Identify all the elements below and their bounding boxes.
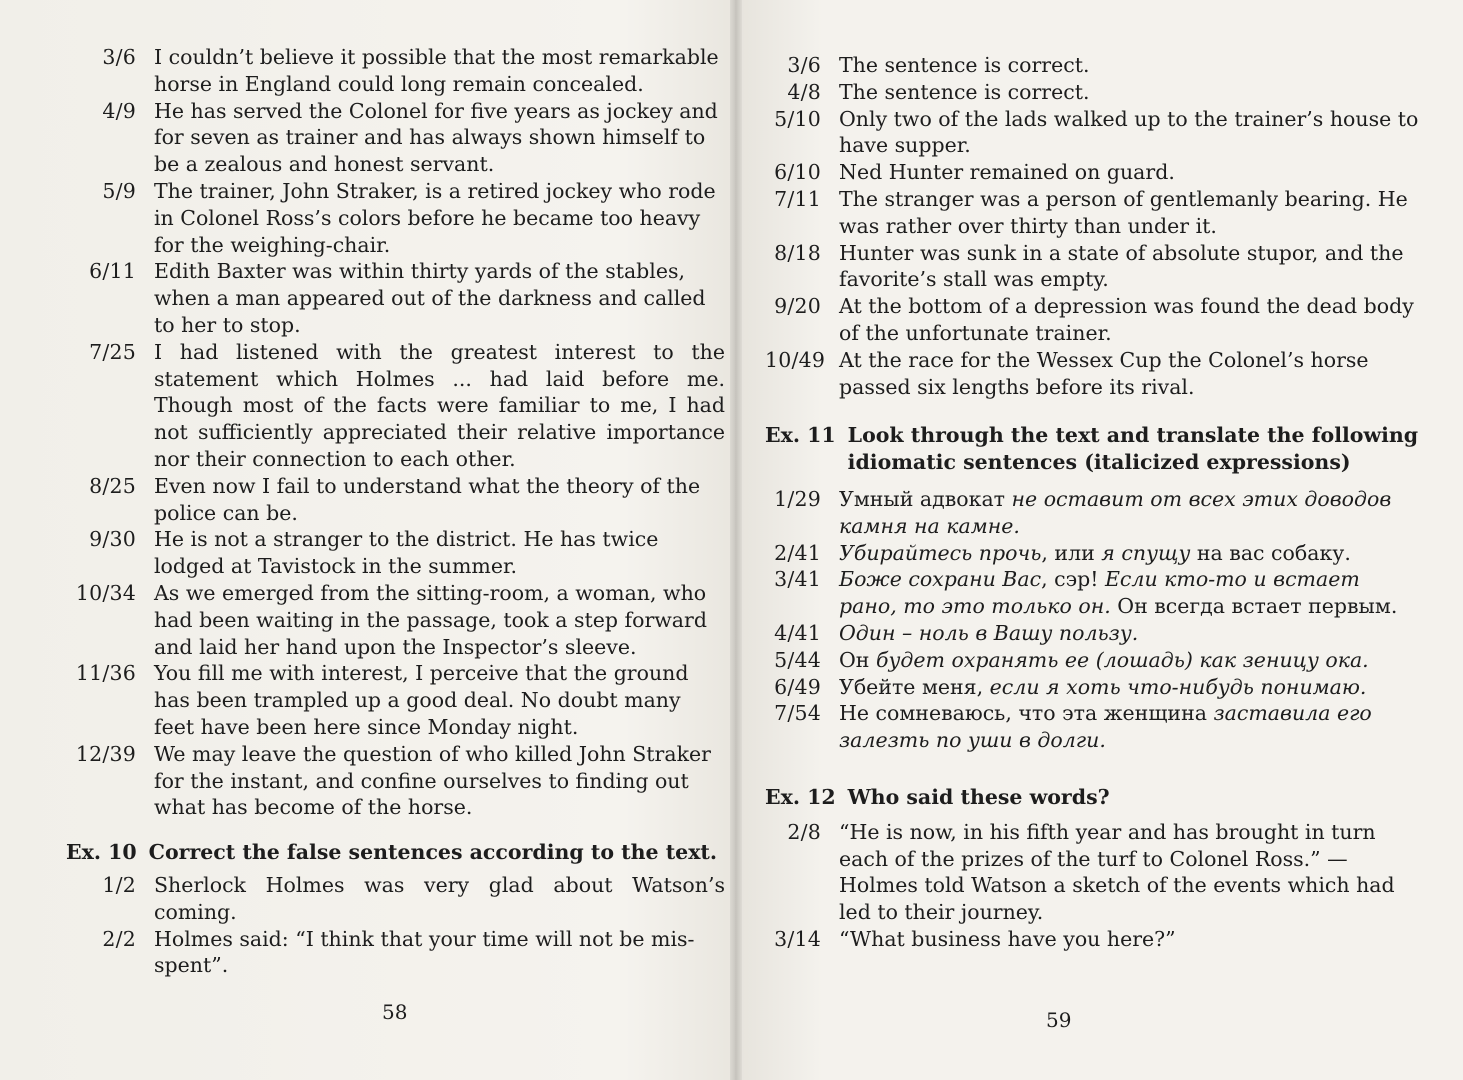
idiom-text: я спущу xyxy=(1101,540,1191,565)
list-item xyxy=(765,926,1423,953)
phrase-text: на вас собаку. xyxy=(1190,540,1351,565)
entry-text: Sherlock Holmes was very glad about Watson’s coming. xyxy=(154,872,725,924)
entry-text: Only two of the lads walked up to the trainer’s house to have supper. xyxy=(839,106,1419,158)
entry-number: 3/6 xyxy=(787,53,821,77)
entry-number: 9/30 xyxy=(89,527,136,552)
entry-number: 2/2 xyxy=(102,926,136,951)
list-item xyxy=(765,106,1423,160)
list-item xyxy=(765,566,1423,620)
entry-text: The sentence is correct. xyxy=(839,53,1090,77)
list-item xyxy=(66,473,725,527)
entry-text: The stranger was a person of gentlemanly bearing. He was rather over thirty than under it. xyxy=(839,186,1408,238)
entry-number: 4/9 xyxy=(102,98,136,123)
entry-number: 1/29 xyxy=(774,486,821,511)
list-item xyxy=(66,258,725,338)
entry-text: “What business have you here?” xyxy=(839,926,1176,951)
entry-number: 10/34 xyxy=(75,580,136,605)
entry-text: You fill me with interest, I perceive that the ground has been trampled up a good deal. No doubt many feet have been here since Monday night. xyxy=(154,661,689,739)
exercise-entries xyxy=(765,486,1423,754)
page-number: 59 xyxy=(1046,1008,1072,1032)
entry-list xyxy=(765,52,1423,400)
entry-text: At the race for the Wessex Cup the Colonel’s horse passed six lengths before its rival. xyxy=(839,347,1369,399)
idiom-text: Убирайтесь прочь xyxy=(839,540,1042,565)
entry-number: 12/39 xyxy=(75,741,136,766)
list-item xyxy=(66,44,725,98)
idiom-text: если я хоть что-нибудь понимаю. xyxy=(989,674,1367,699)
entry-text: Holmes said: “I think that your time will not be mis-spent”. xyxy=(154,926,695,978)
phrase-text: Убейте меня, xyxy=(839,674,990,699)
list-item xyxy=(765,620,1423,647)
entry-list xyxy=(66,44,725,821)
entry-text: Even now I fail to understand what the theory of the police can be. xyxy=(154,473,701,525)
entry-text: I had listened with the greatest interest to the statement which Holmes ... had laid before me. Though most of the facts were familiar to me, I had not sufficiently appreciated their relative importance nor their connection to each other. xyxy=(154,339,725,471)
entry-number: 8/25 xyxy=(89,473,136,498)
list-item xyxy=(765,486,1423,540)
entry-text: Edith Baxter was within thirty yards of the stables, when a man appeared out of the darkness and called to her to stop. xyxy=(154,259,706,337)
list-item xyxy=(765,674,1423,701)
exercise-title: Who said these words? xyxy=(847,784,1110,809)
exercise-label: Ex. 12 xyxy=(765,784,836,809)
phrase-text: Он xyxy=(839,647,876,672)
phrase-text: Он всегда встает первым. xyxy=(1110,594,1398,619)
idiom-text: Боже сохрани Вас xyxy=(839,567,1042,592)
list-item xyxy=(765,819,1423,926)
list-item xyxy=(66,339,725,473)
list-item xyxy=(765,540,1423,567)
list-item xyxy=(66,872,725,926)
exercise-heading xyxy=(66,839,725,866)
book-spine xyxy=(730,0,742,1080)
entry-number: 5/10 xyxy=(774,106,821,131)
exercise-title: Correct the false sentences according to the text. xyxy=(148,840,718,865)
list-item xyxy=(66,178,725,258)
exercise-entries xyxy=(765,819,1423,953)
entry-number: 7/54 xyxy=(774,701,821,726)
entry-number: 6/11 xyxy=(89,259,136,284)
entry-text: Ned Hunter remained on guard. xyxy=(839,160,1175,185)
entry-text: “He is now, in his fifth year and has brought in turn each of the prizes of the turf to Colonel Ross.” — Holmes told Watson a sketch of the events which had led to their journey. xyxy=(839,819,1395,925)
entry-number: 4/8 xyxy=(787,79,821,104)
list-item xyxy=(765,700,1423,754)
entry-number: 8/18 xyxy=(774,240,821,265)
entry-number: 4/41 xyxy=(774,620,821,645)
entry-number: 9/20 xyxy=(774,294,821,319)
idiom-text: Если кто-то и встает рано, то это только он. xyxy=(839,567,1360,619)
entry-number: 2/8 xyxy=(787,819,821,844)
list-item xyxy=(765,79,1423,106)
entry-text: Hunter was sunk in a state of absolute stupor, and the favorite’s stall was empty. xyxy=(839,240,1404,292)
exercise-label: Ex. 10 xyxy=(66,840,137,865)
phrase-text: Не сомневаюсь, что эта женщина xyxy=(839,701,1214,726)
idiom-text: Один – ноль в Вашу пользу. xyxy=(839,620,1139,645)
entry-text: He has served the Colonel for five years as jockey and for seven as trainer and has always shown himself to be a zealous and honest servant. xyxy=(154,98,718,177)
list-item xyxy=(66,741,725,821)
exercise-title: Look through the text and translate the following idiomatic sentences (italicized expressions) xyxy=(847,423,1419,475)
entry-number: 7/11 xyxy=(774,186,821,211)
entry-text: The trainer, John Straker, is a retired jockey who rode in Colonel Ross’s colors before he became too heavy for the weighing-chair. xyxy=(154,178,716,257)
entry-number: 5/9 xyxy=(102,178,136,203)
list-item xyxy=(66,98,725,178)
list-item xyxy=(66,526,725,580)
phrase-text: , или xyxy=(1041,540,1102,565)
page-number: 58 xyxy=(382,1000,408,1024)
list-item xyxy=(765,186,1423,240)
idiom-text: не оставит от всех этих доводов камня на камне. xyxy=(839,486,1392,538)
idiom-text: заставила его залезть по уши в долги. xyxy=(839,701,1372,753)
entry-number: 2/41 xyxy=(774,540,821,565)
entry-text: We may leave the question of who killed John Straker for the instant, and confine ourselves to finding out what has become of the horse. xyxy=(154,741,711,820)
entry-text: At the bottom of a depression was found the dead body of the unfortunate trainer. xyxy=(839,294,1414,345)
list-item xyxy=(66,580,725,660)
entry-number: 6/10 xyxy=(774,160,821,185)
list-item xyxy=(765,52,1423,79)
list-item xyxy=(765,347,1423,401)
exercise-label: Ex. 11 xyxy=(765,423,836,448)
list-item xyxy=(66,926,725,980)
entry-number: 1/2 xyxy=(102,872,136,897)
idiom-text: будет охранять ее (лошадь) как зеницу ока. xyxy=(876,647,1369,672)
right-page xyxy=(735,0,1463,1080)
exercise-entries xyxy=(66,872,725,979)
entry-text: The sentence is correct. xyxy=(839,79,1090,104)
entry-number: 11/36 xyxy=(75,661,136,686)
entry-number: 3/41 xyxy=(774,567,821,592)
entry-number: 7/25 xyxy=(89,339,136,364)
entry-number: 6/49 xyxy=(774,674,821,699)
entry-text: He is not a stranger to the district. He has twice lodged at Tavistock in the summer. xyxy=(154,527,659,579)
entry-number: 5/44 xyxy=(774,647,821,672)
entry-number: 3/6 xyxy=(102,45,136,69)
phrase-text: , сэр! xyxy=(1041,567,1105,592)
entry-text: I couldn’t believe it possible that the most remarkable horse in England could long remain concealed. xyxy=(154,45,719,96)
entry-number: 10/49 xyxy=(765,347,826,372)
list-item xyxy=(765,159,1423,186)
exercise-heading xyxy=(765,784,1423,811)
entry-number: 3/14 xyxy=(774,926,821,951)
exercise-heading xyxy=(765,422,1423,476)
phrase-text: Умный адвокат xyxy=(839,486,1012,511)
list-item xyxy=(765,647,1423,674)
list-item xyxy=(765,240,1423,294)
entry-text: As we emerged from the sitting-room, a woman, who had been waiting in the passage, took a step forward and laid her hand upon the Inspector’s sleeve. xyxy=(154,580,707,659)
list-item xyxy=(765,293,1423,347)
list-item xyxy=(66,660,725,740)
